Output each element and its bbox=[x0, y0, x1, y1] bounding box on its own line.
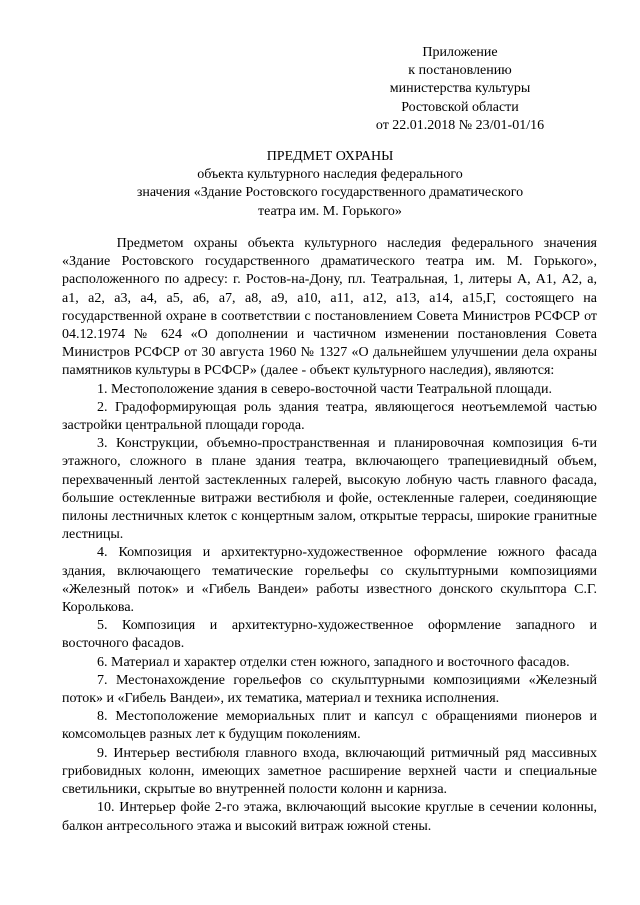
approval-date-number: от 22.01.2018 № 23/01-01/16 bbox=[375, 117, 545, 133]
approval-line: к постановлению bbox=[408, 63, 512, 79]
protection-item-9: 9. Интерьер вестибюля главного входа, включающий ритмичный ряд массивных грибовидных колонн, имеющих заметное расширение верхней части и специальные светильники, скрытые во внутренней полости колонн и карниза. bbox=[62, 745, 597, 798]
document-title: ПРЕДМЕТ ОХРАНЫ bbox=[266, 149, 394, 164]
approval-block bbox=[330, 44, 590, 135]
protection-item-6: 6. Материал и характер отделки стен южного, западного и восточного фасадов. bbox=[97, 654, 570, 670]
protection-item-1: 1. Местоположение здания в северо-восточной части Театральной площади. bbox=[97, 381, 553, 397]
approval-line: министерства культуры bbox=[389, 81, 531, 97]
document-subtitle-line: объекта культурного наследия федерального bbox=[197, 167, 463, 183]
intro-paragraph: Предметом охраны объекта культурного наследия федерального значения «Здание Ростовского государственного драматического театра им. М. Горького», расположенного по адресу: г. Ростов-на-Дону, пл. Театральная, 1, литеры А, А1, А2, а, а1, а2, а3, а4, а5, а6, а7, а8, а9, а10, а11, а12, а13, а14, а15,Г, состоящего на государственной охране в соответствии с постановлением Совета Министров РСФСР от 04.12.1974 № 624 «О дополнении и частичном изменении постановления Совета Министров РСФСР от 30 августа 1960 № 1327 «О дальнейшем улучшении дела охраны памятников культуры в РСФСР» (далее - объект культурного наследия), являются: bbox=[62, 236, 597, 379]
title-block bbox=[70, 148, 590, 221]
protection-item-3: 3. Конструкции, объемно-пространственная и планировочная композиция 6-ти этажного, сложного в плане здания театра, включающего трапециевидный объем, перехваченный лентой застекленных галерей, высокую лобную часть главного фасада, большие остекленные витражи вестибюля и фойе, остекленные галереи, соединяющие пилоны лестничных клеток с концертным залом, открытые террасы, широкие гранитные лестницы. bbox=[62, 436, 597, 543]
protection-item-8: 8. Местоположение мемориальных плит и капсул с обращениями пионеров и комсомольцев разных лет к будущим поколениям. bbox=[62, 709, 597, 743]
protection-item-4: 4. Композиция и архитектурно-художественное оформление южного фасада здания, включающего тематические горельефы со скульптурными композициями «Железный поток» и «Гибель Вандеи» работы известного донского скульптора С.Г. Королькова. bbox=[62, 545, 597, 616]
protection-item-5: 5. Композиция и архитектурно-художественное оформление западного и восточного фасадов. bbox=[62, 618, 597, 652]
protection-item-2: 2. Градоформирующая роль здания театра, являющегося неотъемлемой частью застройки центральной площади города. bbox=[62, 399, 597, 434]
approval-line: Ростовской области bbox=[401, 99, 519, 115]
document-subtitle-line: значения «Здание Ростовского государственного драматического bbox=[136, 185, 524, 201]
approval-line: Приложение bbox=[422, 45, 498, 60]
document-body bbox=[62, 235, 597, 836]
protection-item-7: 7. Местонахождение горельефов со скульптурными композициями «Железный поток» и «Гибель Вандеи», их тематика, материал и техника исполнения. bbox=[62, 672, 597, 707]
protection-item-10: 10. Интерьер фойе 2-го этажа, включающий высокие круглые в сечении колонны, балкон антресольного этажа и высокий витраж южной стены. bbox=[62, 800, 597, 834]
document-subtitle-line: театра им. М. Горького» bbox=[258, 203, 402, 219]
